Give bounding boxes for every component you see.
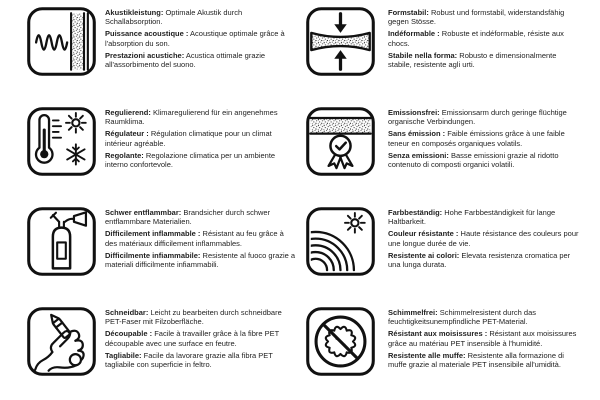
feature-cuttable bbox=[27, 307, 297, 376]
feature-entry-fr: Résistant aux moisissures : Résistant aux moisissures grâce au matériau PET insensible à l'humidité. bbox=[388, 329, 577, 348]
certified-panel-badge-icon bbox=[306, 107, 375, 176]
feature-texts bbox=[388, 7, 580, 76]
compression-arrows-icon bbox=[306, 7, 375, 76]
no-mold-icon bbox=[306, 307, 375, 376]
feature-climate-regulating bbox=[27, 107, 297, 176]
rainbow-sun-icon bbox=[306, 207, 375, 276]
feature-entry-fr: Sans émission : Faible émissions grâce à une faible teneur en composés organiques volatils. bbox=[388, 129, 565, 148]
feature-emission-free bbox=[306, 107, 580, 176]
feature-entry-fr: Couleur résistante : Haute résistance des couleurs pour une longue durée de vie. bbox=[388, 229, 579, 248]
feature-entry-it: Resistente alle muffe: Resistente alla formazione di muffe grazie al materiale PET insensibile all'umidità. bbox=[388, 350, 564, 370]
fire-extinguisher-icon bbox=[27, 207, 96, 276]
feature-entry-de: Schimmelfrei: Schimmelresistent durch das feuchtigkeitsunempfindliche PET-Material. bbox=[388, 308, 536, 327]
feature-entry-de: Formstabil: Robust und formstabil, widerstandsfähig gegen Stösse. bbox=[388, 8, 565, 27]
feature-color-fast bbox=[306, 207, 580, 276]
feature-mold-free bbox=[306, 307, 580, 376]
feature-texts bbox=[388, 107, 580, 176]
hand-cutter-icon bbox=[27, 307, 96, 376]
feature-entry-de: Schneidbar: Leicht zu bearbeiten durch schneidbare PET-Faser mit Filzoberfläche. bbox=[105, 308, 282, 327]
thermometer-sun-snowflake-icon bbox=[27, 107, 96, 176]
feature-texts bbox=[105, 207, 297, 276]
feature-entry-it: Resistente ai colori: Elevata resistenza cromatica per una lunga durata. bbox=[388, 250, 571, 270]
feature-texts bbox=[388, 307, 580, 376]
feature-entry-it: Senza emissioni: Basse emissioni grazie al ridotto contenuto di composti organici volatili. bbox=[388, 150, 559, 170]
feature-texts bbox=[105, 107, 297, 176]
feature-entry-fr: Découpable : Facile à travailler grâce à la fibre PET découpable avec une surface en feutre. bbox=[105, 329, 280, 348]
feature-flame-retardant bbox=[27, 207, 297, 276]
feature-entry-de: Regulierend: Klimaregulierend für ein angenehmes Raumklima. bbox=[105, 108, 278, 127]
feature-entry-it: Prestazioni acustiche: Acustica ottimale grazie all'assorbimento del suono. bbox=[105, 50, 266, 70]
feature-entry-it: Difficilmente infiammabile: Resistente al fuoco grazie a materiali difficilmente infiammabili. bbox=[105, 250, 296, 270]
feature-entry-it: Tagliabile: Facile da lavorare grazie alla fibra PET tagliabile con superficie in feltro. bbox=[105, 350, 273, 370]
feature-texts bbox=[388, 207, 580, 276]
feature-entry-de: Farbbeständig: Hohe Farbbeständigkeit für lange Haltbarkeit. bbox=[388, 208, 556, 227]
feature-entry-it: Stabile nella forma: Robusto e dimensionalmente stabile, resistente agli urti. bbox=[388, 50, 557, 70]
feature-entry-de: Schwer entflammbar: Brandsicher durch schwer entflammbare Materialien. bbox=[105, 208, 271, 227]
feature-acoustic-performance bbox=[27, 7, 297, 76]
sound-absorption-icon bbox=[27, 7, 96, 76]
feature-entry-fr: Difficilement inflammable : Résistant au feu grâce à des matériaux difficilement inflammables. bbox=[105, 229, 284, 248]
feature-texts bbox=[105, 307, 297, 376]
feature-entry-it: Regolante: Regolazione climatica per un ambiente interno confortevole. bbox=[105, 150, 276, 170]
feature-entry-fr: Indéformable : Robuste et indéformable, résiste aux chocs. bbox=[388, 29, 564, 48]
feature-entry-de: Akustikleistung: Optimale Akustik durch Schallabsorption. bbox=[105, 8, 243, 27]
feature-shape-stable bbox=[306, 7, 580, 76]
feature-entry-fr: Régulateur : Régulation climatique pour un climat intérieur agréable. bbox=[105, 129, 272, 148]
feature-entry-fr: Puissance acoustique : Acoustique optimale grâce à l'absorption du son. bbox=[105, 29, 285, 48]
feature-entry-de: Emissionsfrei: Emissionsarm durch geringe flüchtige organische Verbindungen. bbox=[388, 108, 567, 127]
feature-texts bbox=[105, 7, 297, 76]
